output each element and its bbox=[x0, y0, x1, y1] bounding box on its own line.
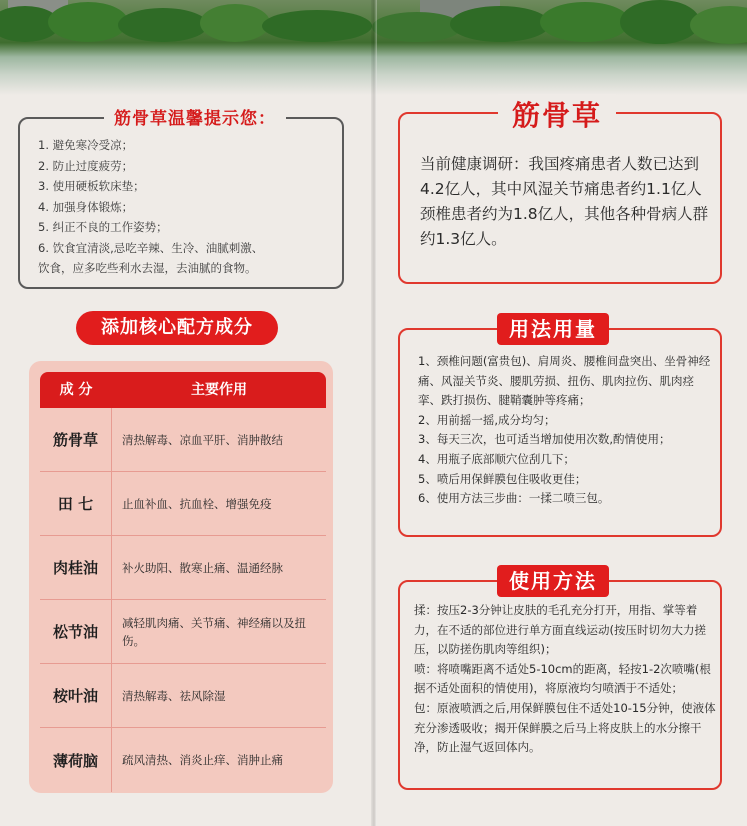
ingredient-name: 筋骨草 bbox=[40, 408, 112, 471]
ingredient-effect: 疏风清热、消炎止痒、消肿止痛 bbox=[122, 753, 283, 767]
usage-item: 2、用前摇一摇,成分均匀； bbox=[418, 412, 556, 427]
ingredient-effect: 清热解毒、祛风除湿 bbox=[122, 688, 226, 703]
tree-shape bbox=[262, 10, 372, 42]
table-row bbox=[40, 472, 326, 536]
usage-item: 4、用瓶子底部顺穴位刮几下； bbox=[418, 451, 575, 466]
ingredient-name: 松节油 bbox=[40, 600, 112, 663]
table-row bbox=[40, 536, 326, 600]
method-label: 使用方法 bbox=[497, 565, 609, 597]
method-list bbox=[414, 601, 716, 758]
tree-shape bbox=[118, 8, 208, 42]
tip-item: 饮食，应多吃些利水去湿，去油腻的食物。 bbox=[38, 261, 257, 275]
tree-shape bbox=[540, 2, 630, 42]
tip-item: 3. 使用硬板软床垫； bbox=[38, 179, 145, 193]
method-item: 喷：将喷嘴距离不适处5-10cm的距离，轻按1-2次喷嘴(根据不适处面积的情使用)，将原液均匀喷洒于不适处； bbox=[414, 661, 711, 696]
tip-item: 4. 加强身体锻炼； bbox=[38, 199, 134, 214]
tree-shape bbox=[450, 6, 550, 42]
usage-item: 1、颈椎问题(富贵包)、肩周炎、腰椎间盘突出、坐骨神经痛、风湿关节炎、腰肌劳损、扭伤、肌肉拉伤、肌肉痉挛、跌打损伤、腱鞘囊肿等疼痛； bbox=[418, 354, 711, 408]
tips-title: 筋骨草温馨提示您： bbox=[104, 104, 286, 129]
ingredient-effect: 止血补血、抗血栓、增强免疫 bbox=[122, 496, 272, 511]
product-title: 筋骨草 bbox=[498, 94, 616, 134]
usage-item: 6、使用方法三步曲：一揉二喷三包。 bbox=[418, 491, 610, 506]
tree-shape bbox=[690, 6, 747, 44]
usage-item: 5、喷后用保鲜膜包住吸收更佳； bbox=[418, 471, 587, 486]
table-row bbox=[40, 600, 326, 664]
formula-label: 添加核心配方成分 bbox=[76, 311, 278, 345]
tip-item: 6. 饮食宜清淡,忌吃辛辣、生冷、油腻刺激、 bbox=[38, 240, 264, 255]
table-row bbox=[40, 728, 326, 792]
usage-item: 3、每天三次，也可适当增加使用次数,酌情使用； bbox=[418, 432, 671, 447]
tree-shape bbox=[48, 2, 128, 42]
tree-shape bbox=[372, 12, 462, 42]
header-ingredient: 成 分 bbox=[59, 382, 93, 398]
ingredient-effect: 补火助阳、散寒止痛、温通经脉 bbox=[122, 560, 283, 575]
ingredient-table-header bbox=[40, 372, 326, 408]
usage-label: 用法用量 bbox=[497, 313, 609, 345]
tip-item: 2. 防止过度疲劳； bbox=[38, 158, 134, 173]
ingredient-name: 薄荷脑 bbox=[40, 728, 112, 792]
ingredient-name: 桉叶油 bbox=[40, 664, 112, 727]
tree-shape bbox=[200, 4, 270, 42]
tip-item: 1. 避免寒冷受凉； bbox=[38, 138, 134, 152]
ingredient-name: 肉桂油 bbox=[40, 536, 112, 599]
survey-text: 当前健康调研：我国疼痛患者人数已达到4.2亿人，其中风湿关节痛患者约1.1亿人颈椎患者约为1.8亿人，其他各种骨病人群约1.3亿人。 bbox=[420, 155, 709, 248]
page-fold bbox=[371, 0, 377, 826]
tips-list bbox=[38, 135, 338, 279]
method-item: 揉：按压2-3分钟让皮肤的毛孔充分打开，用指、掌等着力，在不适的部位进行单方面直线运动(按压时切勿大力搓压，以防搓伤肌肉等组织)； bbox=[414, 603, 706, 657]
table-row bbox=[40, 408, 326, 472]
ingredient-effect: 清热解毒、凉血平肝、消肿散结 bbox=[122, 432, 283, 447]
header-effect: 主要作用 bbox=[191, 382, 247, 398]
tip-item: 5. 纠正不良的工作姿势； bbox=[38, 220, 168, 234]
table-row bbox=[40, 664, 326, 728]
ingredient-effect: 减轻肌肉痛、关节痛、神经痛以及扭伤。 bbox=[122, 615, 306, 648]
tree-shape bbox=[620, 0, 700, 44]
usage-list bbox=[418, 352, 714, 509]
method-item: 包：原液喷洒之后,用保鲜膜包住不适处10-15分钟，使液体充分渗透吸收；揭开保鲜膜之后马上将皮肤上的水分擦干净，防止湿气返回体内。 bbox=[414, 700, 716, 755]
ingredient-name: 田 七 bbox=[40, 472, 112, 535]
